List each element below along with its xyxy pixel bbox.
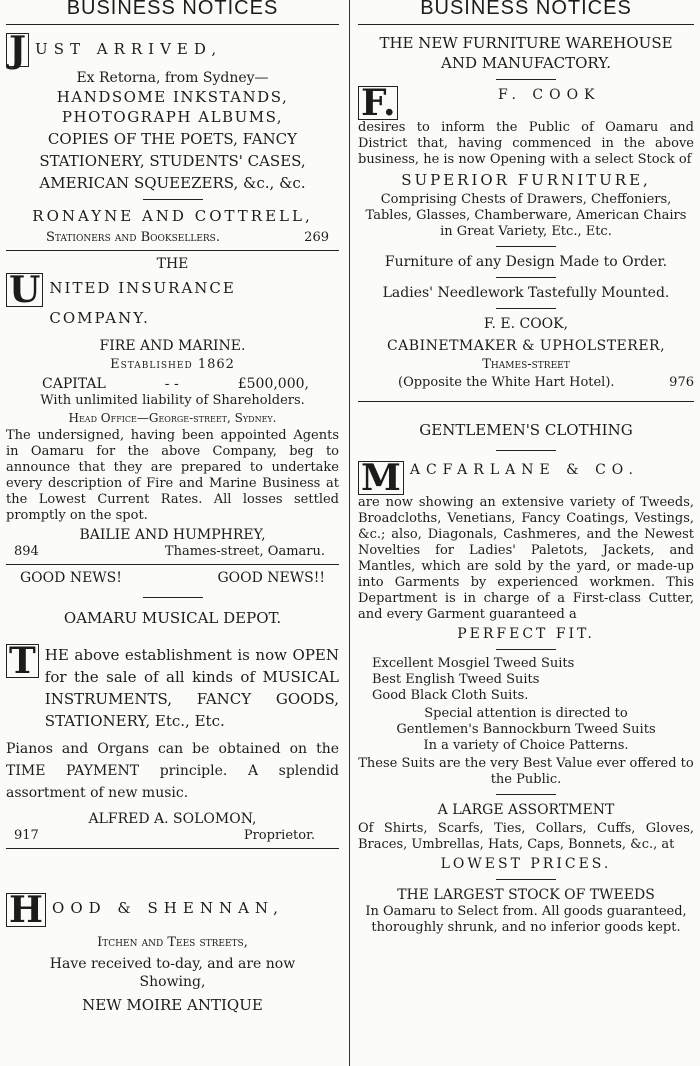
- right-column-heading: BUSINESS NOTICES: [358, 0, 694, 25]
- musical-depot-body: HE above establishment is now OPEN for the sale of all kinds of MUSICAL INSTRUMENTS, FANCY GOODS, STATIONERY, Etc., Etc.: [44, 646, 339, 730]
- drop-cap-u: U: [6, 273, 43, 307]
- ad-number-917: 917: [14, 828, 39, 843]
- special-line-3: In a variety of Choice Patterns.: [423, 738, 629, 753]
- divider: [6, 564, 339, 565]
- ad-number-894: 894: [14, 544, 39, 559]
- short-rule: [496, 794, 556, 795]
- bailie-firm-name: BAILIE AND HUMPHREY,: [79, 527, 266, 543]
- solomon-name: ALFRED A. SOLOMON,: [88, 811, 257, 827]
- itchen-tees-streets: Itchen and Tees streets,: [97, 935, 248, 950]
- select-from-line: In Oamaru to Select from. All goods guaranteed, thoroughly shrunk, and no inferior goods kept.: [365, 904, 687, 935]
- left-column: [0, 0, 345, 1066]
- good-news-2: GOOD NEWS!!: [217, 570, 325, 586]
- musical-depot-title: OAMARU MUSICAL DEPOT.: [63, 609, 282, 627]
- short-rule: [496, 879, 556, 880]
- special-line-2: Gentlemen's Bannockburn Tweed Suits: [396, 722, 656, 737]
- furniture-body-2: Comprising Chests of Drawers, Cheffoniers, Tables, Glasses, Chamberware, American Chairs in Great Variety, Etc., Etc.: [365, 192, 687, 239]
- clothing-title: GENTLEMEN'S CLOTHING: [419, 421, 633, 439]
- gentlemens-clothing-ad: [358, 420, 694, 936]
- just-arrived-headline: UST ARRIVED,: [35, 40, 223, 58]
- furniture-title-1: THE NEW FURNITURE WAREHOUSE: [379, 34, 673, 52]
- ex-retorna-line: Ex Retorna, from Sydney—: [76, 70, 269, 86]
- largest-stock-tweeds: THE LARGEST STOCK OF TWEEDS: [397, 887, 655, 903]
- f-e-cook-name: F. E. COOK,: [483, 316, 569, 332]
- received-line: Have received to-day, and are now: [49, 956, 296, 972]
- lowest-prices: LOWEST PRICES.: [440, 856, 612, 872]
- hood-shennan-ad: [6, 889, 339, 1015]
- white-hart-opposite: (Opposite the White Hart Hotel).: [398, 375, 615, 390]
- inkstands-line: HANDSOME INKSTANDS, PHOTOGRAPH ALBUMS,: [56, 88, 289, 126]
- furniture-warehouse-ad: [358, 33, 694, 391]
- capital-dashes: - -: [164, 376, 179, 392]
- united-insurance-headline: NITED INSURANCE COMPANY.: [49, 279, 236, 327]
- left-column-heading: BUSINESS NOTICES: [6, 0, 339, 25]
- suit-line-2: Best English Tweed Suits: [372, 672, 540, 687]
- drop-cap-h: H: [6, 893, 46, 927]
- the-label: THE: [156, 256, 189, 272]
- f-cook-headline: F. COOK: [497, 87, 601, 103]
- liability-line: With unlimited liability of Shareholders.: [40, 393, 305, 408]
- clothing-body-text: are now showing an extensive variety of Tweeds, Broadcloths, Venetians, Fancy Coatings, Vestings, &c.; also, Diagonals, Cashmeres, and the Newest Novelties for Ladies' Paletots, Jackets, and Mantles, which are sold by the yard, or made-up into Garments by experienced workmen. This Department is in charge of a First-class Cutter, and every Garment guaranteed a: [358, 495, 694, 622]
- short-rule: [496, 246, 556, 247]
- macfarlane-headline: ACFARLANE & CO.: [409, 462, 639, 478]
- ronayne-ad: [6, 29, 339, 246]
- insurance-body-text: The undersigned, having been appointed Agents in Oamaru for the above Company, beg to announce that they are prepared to undertake every description of Fire and Marine Business at the Lowest Current Rates. All losses settled promptly on the spot.: [6, 428, 339, 523]
- showing-line: Showing,: [139, 974, 206, 990]
- ad-number-976: 976: [669, 375, 694, 390]
- needlework-line: Ladies' Needlework Tastefully Mounted.: [382, 285, 670, 301]
- good-news-1: GOOD NEWS!: [20, 570, 122, 586]
- proprietor-label: Proprietor.: [243, 828, 315, 843]
- short-rule: [496, 79, 556, 80]
- poets-line: COPIES OF THE POETS, FANCY: [47, 130, 298, 148]
- thames-street-address: Thames-street, Oamaru.: [164, 544, 325, 559]
- drop-cap-f: F.: [358, 86, 398, 120]
- furniture-title-2: AND MANUFACTORY.: [441, 54, 611, 72]
- perfect-fit: PERFECT FIT.: [457, 626, 595, 642]
- made-to-order: Furniture of any Design Made to Order.: [384, 254, 668, 270]
- drop-cap-t: T: [6, 644, 39, 678]
- capital-label: CAPITAL: [42, 376, 106, 392]
- hood-shennan-headline: OOD & SHENNAN,: [52, 899, 284, 917]
- suit-line-3: Good Black Cloth Suits.: [372, 688, 529, 703]
- short-rule: [496, 277, 556, 278]
- stationery-line: STATIONERY, STUDENTS' CASES,: [39, 152, 306, 170]
- fire-marine-line: FIRE AND MARINE.: [99, 338, 246, 354]
- moire-antique-line: NEW MOIRE ANTIQUE: [82, 996, 263, 1014]
- ronayne-firm-name: RONAYNE AND COTTRELL,: [32, 207, 313, 225]
- capital-value: £500,000,: [237, 376, 309, 392]
- divider: [6, 848, 339, 849]
- right-column: [354, 0, 700, 1066]
- large-assortment: A LARGE ASSORTMENT: [437, 802, 615, 818]
- short-rule: [143, 597, 203, 598]
- musical-depot-ad: [6, 569, 339, 844]
- squeezers-line: AMERICAN SQUEEZERS, &c., &c.: [39, 174, 306, 192]
- short-rule: [496, 308, 556, 309]
- pianos-organs-text: Pianos and Organs can be obtained on the TIME PAYMENT principle. A splendid assortment of new music.: [6, 741, 339, 801]
- thames-street: Thames-street: [482, 357, 570, 372]
- united-insurance-ad: [6, 255, 339, 560]
- head-office-line: Head Office—George-street, Sydney.: [68, 411, 277, 425]
- suit-line-1: Excellent Mosgiel Tweed Suits: [372, 656, 575, 671]
- short-rule: [496, 649, 556, 650]
- stationers-booksellers: Stationers and Booksellers.: [46, 230, 220, 245]
- furniture-body-1: desires to inform the Public of Oamaru and District that, having commenced in the above business, he is now Opening with a select Stock of: [358, 120, 694, 167]
- short-rule: [143, 199, 203, 200]
- drop-cap-m: M: [358, 461, 404, 495]
- drop-cap-j: J: [6, 33, 29, 67]
- divider: [358, 401, 694, 402]
- column-divider: [349, 0, 350, 1066]
- special-line-1: Special attention is directed to: [424, 706, 628, 721]
- established-line: Established 1862: [110, 357, 235, 372]
- shirts-scarfs-line: Of Shirts, Scarfs, Ties, Collars, Cuffs, Gloves, Braces, Umbrellas, Hats, Caps, Bonnets, &c., at: [358, 821, 694, 852]
- best-value-line: These Suits are the very Best Value ever offered to the Public.: [358, 756, 694, 787]
- ad-number-269: 269: [304, 230, 329, 245]
- divider: [6, 250, 339, 251]
- superior-furniture: SUPERIOR FURNITURE,: [401, 171, 651, 189]
- short-rule: [496, 450, 556, 451]
- cabinetmaker-line: CABINETMAKER & UPHOLSTERER,: [386, 338, 666, 354]
